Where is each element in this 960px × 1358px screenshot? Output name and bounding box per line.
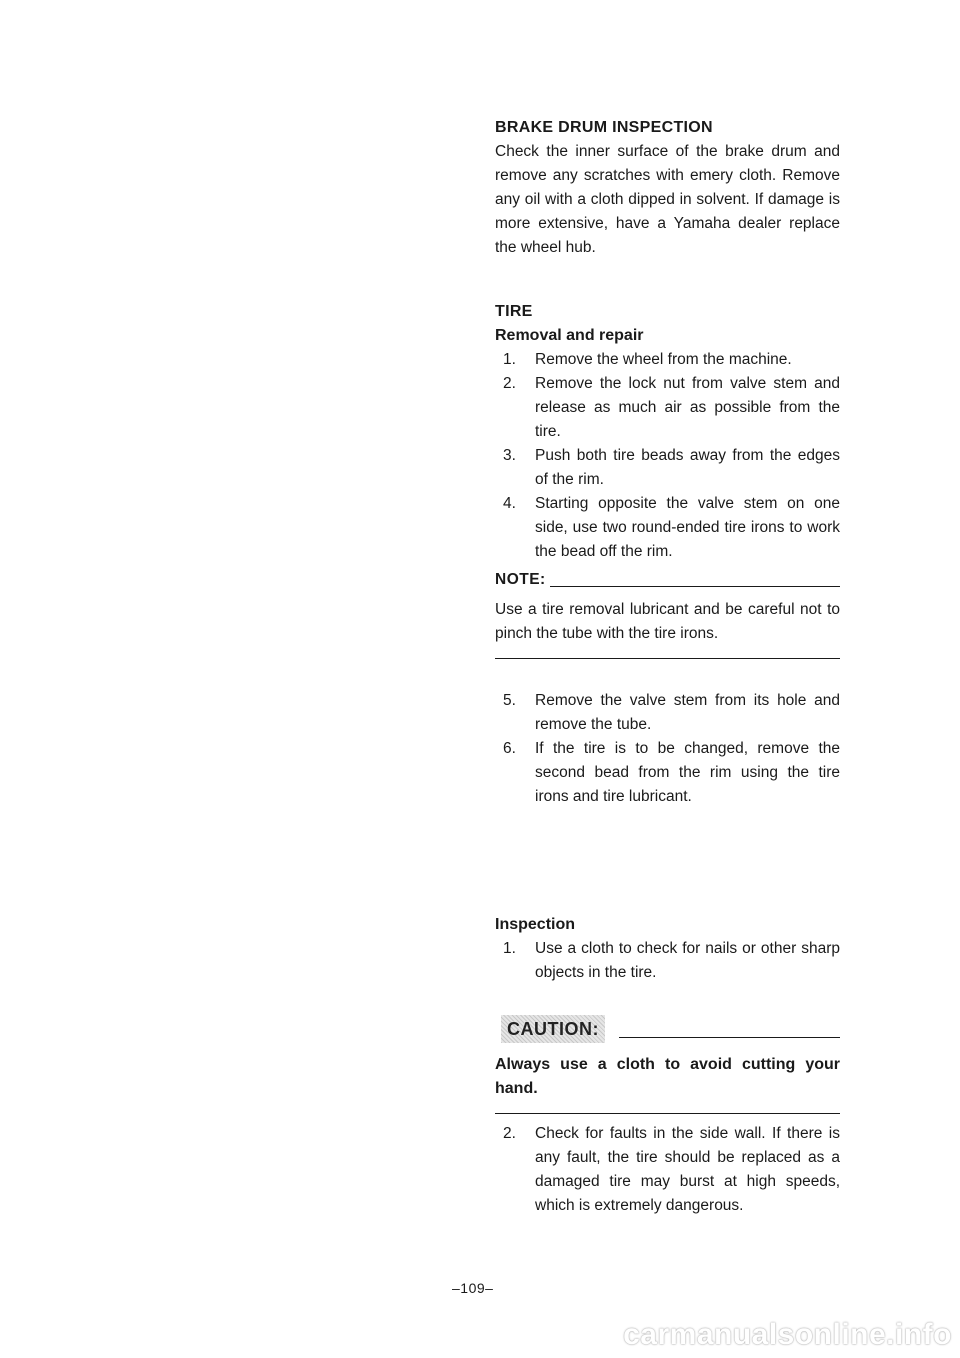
caution-text: Always use a cloth to avoid cutting your hand. [495,1056,840,1097]
removal-steps [495,348,840,564]
step-text: Use a cloth to check for nails or other sharp objects in the tire. [535,940,840,981]
step-text: Starting opposite the valve stem on one side, use two round-ended tire irons to work the bead off the rim. [535,495,840,560]
note-label: NOTE: [495,571,546,588]
removal-subheading: Removal and repair [495,327,644,344]
tire-heading: TIRE [495,303,533,320]
section-gap [495,260,840,300]
list-item [495,1122,840,1218]
step-number: 6. [503,740,516,757]
step-text: Remove the lock nut from valve stem and release as much air as possible from the tire. [535,375,840,440]
step-number: 1. [503,940,516,957]
step-text: Remove the wheel from the machine. [535,351,792,368]
inspection-subheading: Inspection [495,916,576,933]
inspection-steps [495,937,840,985]
step-text: Remove the valve stem from its hole and remove the tube. [535,692,840,733]
list-item [495,937,840,985]
caution-badge: CAUTION: [501,1015,605,1043]
step-text: If the tire is to be changed, remove the second bead from the rim using the tire irons and tire lubricant. [535,740,840,805]
spacer [495,659,840,689]
content-column [495,116,840,1218]
step-text: Push both tire beads away from the edges of the rim. [535,447,840,488]
step-number: 2. [503,375,516,392]
note-rule [550,586,840,587]
list-item [495,444,840,492]
removal-steps-continued [495,689,840,809]
list-item [495,689,840,737]
page-number: –109– [452,1280,494,1296]
step-number: 4. [503,495,516,512]
watermark-logo: carmanualsonline.info [623,1318,952,1351]
list-item [495,492,840,564]
caution-header [495,1015,840,1043]
caution-rule [619,1037,840,1038]
brake-drum-text: Check the inner surface of the brake drum and remove any scratches with emery cloth. Remove any oil with a cloth dipped in solvent. If damage is more extensive, have a Yamaha dealer replace the wheel hub. [495,143,840,256]
step-number: 1. [503,351,516,368]
brake-drum-heading: BRAKE DRUM INSPECTION [495,119,713,136]
spacer [495,985,840,1015]
caution-end-rule [495,1113,840,1114]
list-item [495,348,840,372]
step-number: 2. [503,1125,516,1142]
note-text: Use a tire removal lubricant and be careful not to pinch the tube with the tire irons. [495,601,840,642]
spacer [495,809,840,913]
step-text: Check for faults in the side wall. If there is any fault, the tire should be replaced as a damaged tire may burst at high speeds, which is extremely dangerous. [535,1125,840,1214]
list-item [495,372,840,444]
step-number: 3. [503,447,516,464]
inspection-steps-continued [495,1122,840,1218]
step-number: 5. [503,692,516,709]
list-item [495,737,840,809]
note-header [495,568,840,592]
